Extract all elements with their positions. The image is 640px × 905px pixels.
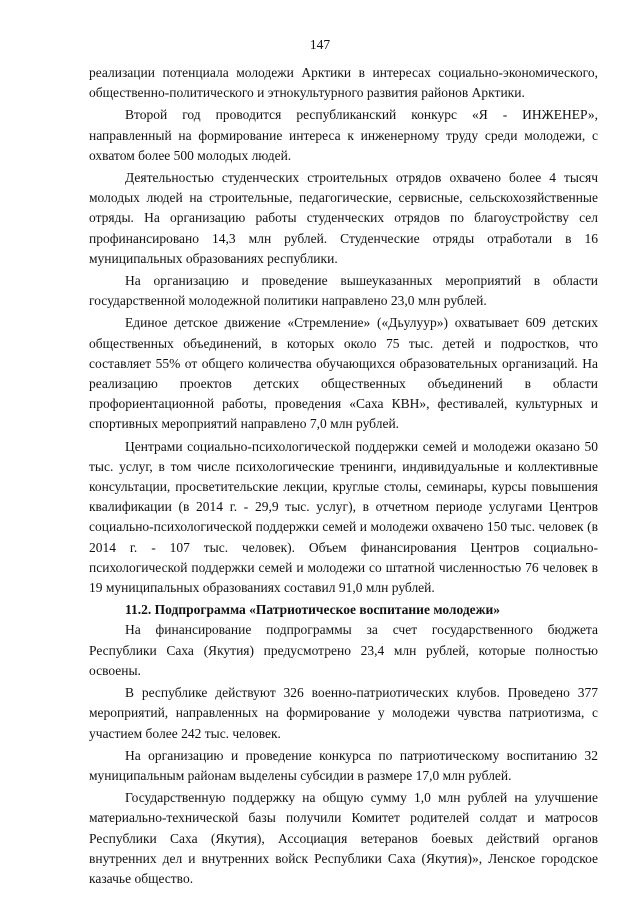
paragraph-arctic-continuation: реализации потенциала молодежи Арктики в интересах социально-экономического, общественно-политического и этнокультурного развития районов Арктики. xyxy=(89,65,598,101)
paragraph-state-support: Государственную поддержку на общую сумму 1,0 млн рублей на улучшение материально-технической базы получили Комитет родителей солдат и матросов Республики Саха (Якутия), Ассоциация ветеранов боевых действий органов внутренних дел и внутренних войск Республики Саха (Якутия)», Ленское городское казачье общество. xyxy=(89,790,598,886)
paragraph-subprogram-financing: На финансирование подпрограммы за счет государственного бюджета Республики Саха (Якутия) предусмотрено 23,4 млн рублей, которые полностью освоены. xyxy=(89,622,598,678)
section-heading: 11.2. Подпрограмма «Патриотическое воспитание молодежи» xyxy=(125,602,500,618)
paragraph-patriotic-clubs: В республике действуют 326 военно-патриотических клубов. Проведено 377 мероприятий, направленных на формирование у молодежи чувства патриотизма, с участием более 242 тыс. человек. xyxy=(89,685,598,741)
paragraph-student-teams: Деятельностью студенческих строительных отрядов охвачено более 4 тысяч молодых людей на строительные, педагогические, сервисные, сельскохозяйственные отряды. На организацию работы студенческих отрядов по благоустройству сел профинансировано 14,3 млн рублей. Студенческие отряды отработали в 16 муниципальных образованиях республики. xyxy=(89,170,598,266)
document-body xyxy=(89,63,598,891)
paragraph-contest-subsidies: На организацию и проведение конкурса по патриотическому воспитанию 32 муниципальным районам выделены субсидии в размере 17,0 млн рублей. xyxy=(89,747,598,783)
page-number: 147 xyxy=(309,37,331,52)
paragraph-youth-policy-funding: На организацию и проведение вышеуказанных мероприятий в области государственной молодежной политики направлено 23,0 млн рублей. xyxy=(89,273,598,309)
paragraph-engineer-contest: Второй год проводится республиканский конкурс «Я - ИНЖЕНЕР», направленный на формирование интереса к инженерному труду среди молодежи, с охватом более 500 молодых людей. xyxy=(89,107,598,163)
paragraph-psychological-support: Центрами социально-психологической поддержки семей и молодежи оказано 50 тыс. услуг, в том числе психологические тренинги, индивидуальные и коллективные консультации, просветительские лекции, круглые столы, семинары, курсы повышения квалификации (в 2014 г. - 29,9 тыс. услуг), в отчетном периоде услугами Центров социально-психологической поддержки семей и молодежи охвачено 150 тыс. человек (в 2014 г. - 107 тыс. человек). Объем финансирования Центров социально-психологической поддержки семей и молодежи со штатной численностью 76 человек в 19 муниципальных образованиях составил 91,0 млн рублей. xyxy=(89,438,598,596)
paragraph-children-movement: Единое детское движение «Стремление» («Дьулуур») охватывает 609 детских общественных объединений, в которых около 75 тыс. детей и подростков, что составляет 55% от общего количества обучающихся образовательных организаций. На реализацию проектов детских общественных объединений в области профориентационной работы, проведения «Саха КВН», фестивалей, культурных и спортивных мероприятий направлено 7,0 млн рублей. xyxy=(89,315,598,432)
